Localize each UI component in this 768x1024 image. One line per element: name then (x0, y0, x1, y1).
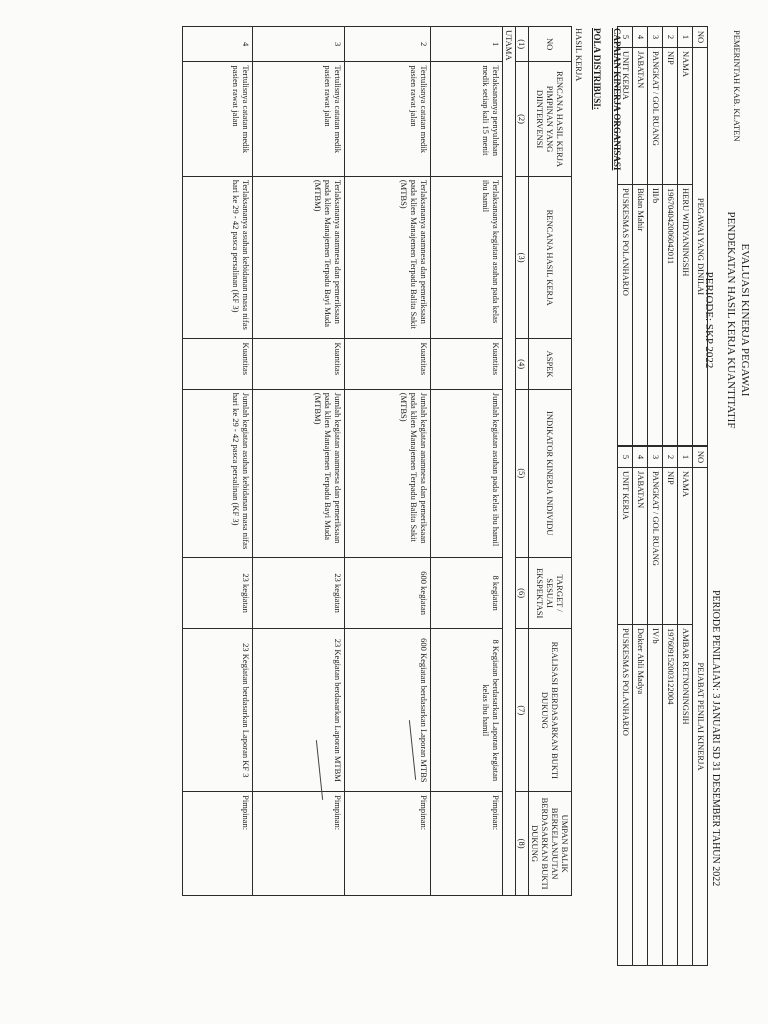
indicator-cell: Jumlah kegiatan anamnesa dan pemeriksaan pada klien Manajemen Terpadu Bayi Muda (MTBM) (253, 389, 345, 557)
feedback-cell: Pimpinan: (253, 792, 345, 896)
field-label: JABATAN (633, 48, 648, 185)
feedback-cell: Pimpinan: (345, 792, 431, 896)
field-value: IV/b (648, 625, 663, 966)
header-target: TARGET / SESUAI EKSPEKTASI (529, 557, 572, 629)
assessment-period: PERIODE PENILAIAN: 3 JANUARI SD 31 DESEMBER TAHUN 2022 (710, 590, 721, 887)
field-label: NIP (663, 468, 678, 625)
col-no-header: NO (693, 27, 708, 48)
field-value: PUSKESMAS POLANHARJO (618, 185, 633, 446)
table-row (663, 27, 678, 446)
indicator-cell: Jumlah kegiatan asuhan kebidanan masa nifas hari ke 29 - 42 pasca persalinan (KF 3) (183, 389, 253, 557)
leader-plan-cell: Tertulisnya catatan medik pasien rawat jalan (345, 62, 431, 177)
column-code: (8) (516, 792, 529, 896)
leader-plan-cell: Tertulisnya catatan medik pasien rawat jalan (253, 62, 345, 177)
indicator-cell: Jumlah kegiatan asuhan pada kelas ibu hamil (431, 389, 503, 557)
row-number: 1 (678, 27, 693, 48)
feedback-cell: Pimpinan: (431, 792, 503, 896)
table-row (663, 447, 678, 966)
work-plan-cell: Terlaksananya kegiatan asuhan pada kelas ibu hamil (431, 176, 503, 339)
column-code: (7) (516, 629, 529, 792)
work-results-label: HASIL KERJA (574, 28, 584, 82)
field-value: PUSKESMAS POLANHARJO (618, 625, 633, 966)
work-plan-cell: Terlaksananya anamnesa dan pemeriksaan pada klien Manajemen Terpadu Balita Sakit (MTBS) (345, 176, 431, 339)
indicator-cell: Jumlah kegiatan anamnesa dan pemeriksaan pada klien Manajemen Terpadu Balita Sakit (MTBS) (345, 389, 431, 557)
field-value: Bidan Mahir (633, 185, 648, 446)
distribution-pattern-label: POLA DISTRIBUSI: (592, 28, 602, 110)
leader-plan-cell: Tertulisnya catatan medik pasien rawat jalan (183, 62, 253, 177)
row-number: 2 (663, 447, 678, 468)
header-aspect: ASPEK (529, 339, 572, 389)
section-utama: UTAMA (503, 27, 516, 896)
realization-cell: 8 Kegiatan berdasarkan Laporan kegiatan kelas ibu hamil (431, 629, 503, 792)
column-code: (6) (516, 557, 529, 629)
realization-cell: 23 Kegiatan berdasarkan Laporan KF 3 (183, 629, 253, 792)
column-code: (3) (516, 176, 529, 339)
realization-cell: 23 Kegiatan berdasarkan Laporan MTBM (253, 629, 345, 792)
row-number: 5 (618, 27, 633, 48)
government-header: PEMERINTAH KAB. KLATEN (732, 30, 742, 142)
evaluator-table (617, 446, 708, 966)
table-row (431, 27, 503, 896)
aspect-cell: Kuantitas (253, 339, 345, 389)
column-code: (2) (516, 62, 529, 177)
header-indicator: INDIKATOR KINERJA INDIVIDU (529, 389, 572, 557)
table-row (633, 447, 648, 966)
table-row (648, 447, 663, 966)
row-number: 5 (618, 447, 633, 468)
row-number: 3 (253, 27, 345, 62)
row-number: 4 (633, 447, 648, 468)
evaluated-employee-heading: PEGAWAI YANG DINILAI (693, 48, 708, 446)
row-number: 1 (678, 447, 693, 468)
aspect-cell: Kuantitas (183, 339, 253, 389)
target-cell: 8 kegiatan (431, 557, 503, 629)
column-code: (4) (516, 339, 529, 389)
field-label: PANGKAT / GOL RUANG (648, 48, 663, 185)
row-number: 3 (648, 447, 663, 468)
realization-cell: 600 Kegiatan berdasarkan Laporan MTBS (345, 629, 431, 792)
table-row (183, 27, 253, 896)
field-value: AMBAR RETNONINGSIH (678, 625, 693, 966)
row-number: 3 (648, 27, 663, 48)
section-row (503, 27, 516, 896)
col-no-header: NO (693, 447, 708, 468)
row-number: 4 (183, 27, 253, 62)
evaluator-heading: PEJABAT PENILAI KINERJA (693, 468, 708, 966)
evaluated-employee-table (617, 26, 708, 446)
field-label: JABATAN (633, 468, 648, 625)
row-number: 1 (431, 27, 503, 62)
target-cell: 23 kegiatan (253, 557, 345, 629)
field-label: NAMA (678, 48, 693, 185)
header-no: NO (529, 27, 572, 62)
field-value: HERU WIDYANINGSIH (678, 185, 693, 446)
target-cell: 600 kegiatan (345, 557, 431, 629)
aspect-cell: Kuantitas (431, 339, 503, 389)
table-row (253, 27, 345, 896)
table-row (678, 447, 693, 966)
header-row (529, 27, 572, 896)
target-cell: 23 kegiatan (183, 557, 253, 629)
field-value: 197609152003122004 (663, 625, 678, 966)
field-label: NAMA (678, 468, 693, 625)
row-number: 2 (345, 27, 431, 62)
table-row (618, 447, 633, 966)
field-value: III/b (648, 185, 663, 446)
field-label: NIP (663, 48, 678, 185)
organization-achievement-label: CAPAIAN KINERJA ORGANISASI (612, 28, 622, 171)
work-plan-cell: Terlaksananya anamnesa dan pemeriksaan pada klien Manajemen Terpadu Bayi Muda (MTBM) (253, 176, 345, 339)
field-value: Dokter Ahli Madya (633, 625, 648, 966)
leader-plan-cell: Terlaksananya penyuluhan medik setiap kali 15 menit (431, 62, 503, 177)
column-code: (5) (516, 389, 529, 557)
header-work-plan: RENCANA HASIL KERJA (529, 176, 572, 339)
field-label: UNIT KERJA (618, 48, 633, 185)
field-value: 196704042006042011 (663, 185, 678, 446)
table-row (345, 27, 431, 896)
aspect-cell: Kuantitas (345, 339, 431, 389)
row-number: 2 (663, 27, 678, 48)
table-row (633, 27, 648, 446)
table-row (648, 27, 663, 446)
row-number: 4 (633, 27, 648, 48)
header-leader-plan: RENCANA HASIL KERJA PIMPINAN YANG DIINTERVENSI (529, 62, 572, 177)
title-line-2: PENDEKATAN HASIL KERJA KUANTITATIF (725, 211, 737, 429)
header-feedback: UMPAN BALIK BERKELANJUTAN BERDASARKAN BUKTI DUKUNG (529, 792, 572, 896)
header-realization: REALISASI BERDASARKAN BUKTI DUKUNG (529, 629, 572, 792)
title-line-3: PERIODE: SKP 2022 (703, 271, 715, 369)
work-results-table (182, 26, 572, 896)
work-plan-cell: Terlaksananya asuhan kebidanan masa nifas hari ke 29 - 42 pasca persalinan (KF 3) (183, 176, 253, 339)
column-code: (1) (516, 27, 529, 62)
table-row (678, 27, 693, 446)
column-code-row (516, 27, 529, 896)
title-line-1: EVALUASI KINERJA PEGAWAI (739, 243, 751, 397)
field-label: UNIT KERJA (618, 468, 633, 625)
field-label: PANGKAT / GOL RUANG (648, 468, 663, 625)
feedback-cell: Pimpinan: (183, 792, 253, 896)
